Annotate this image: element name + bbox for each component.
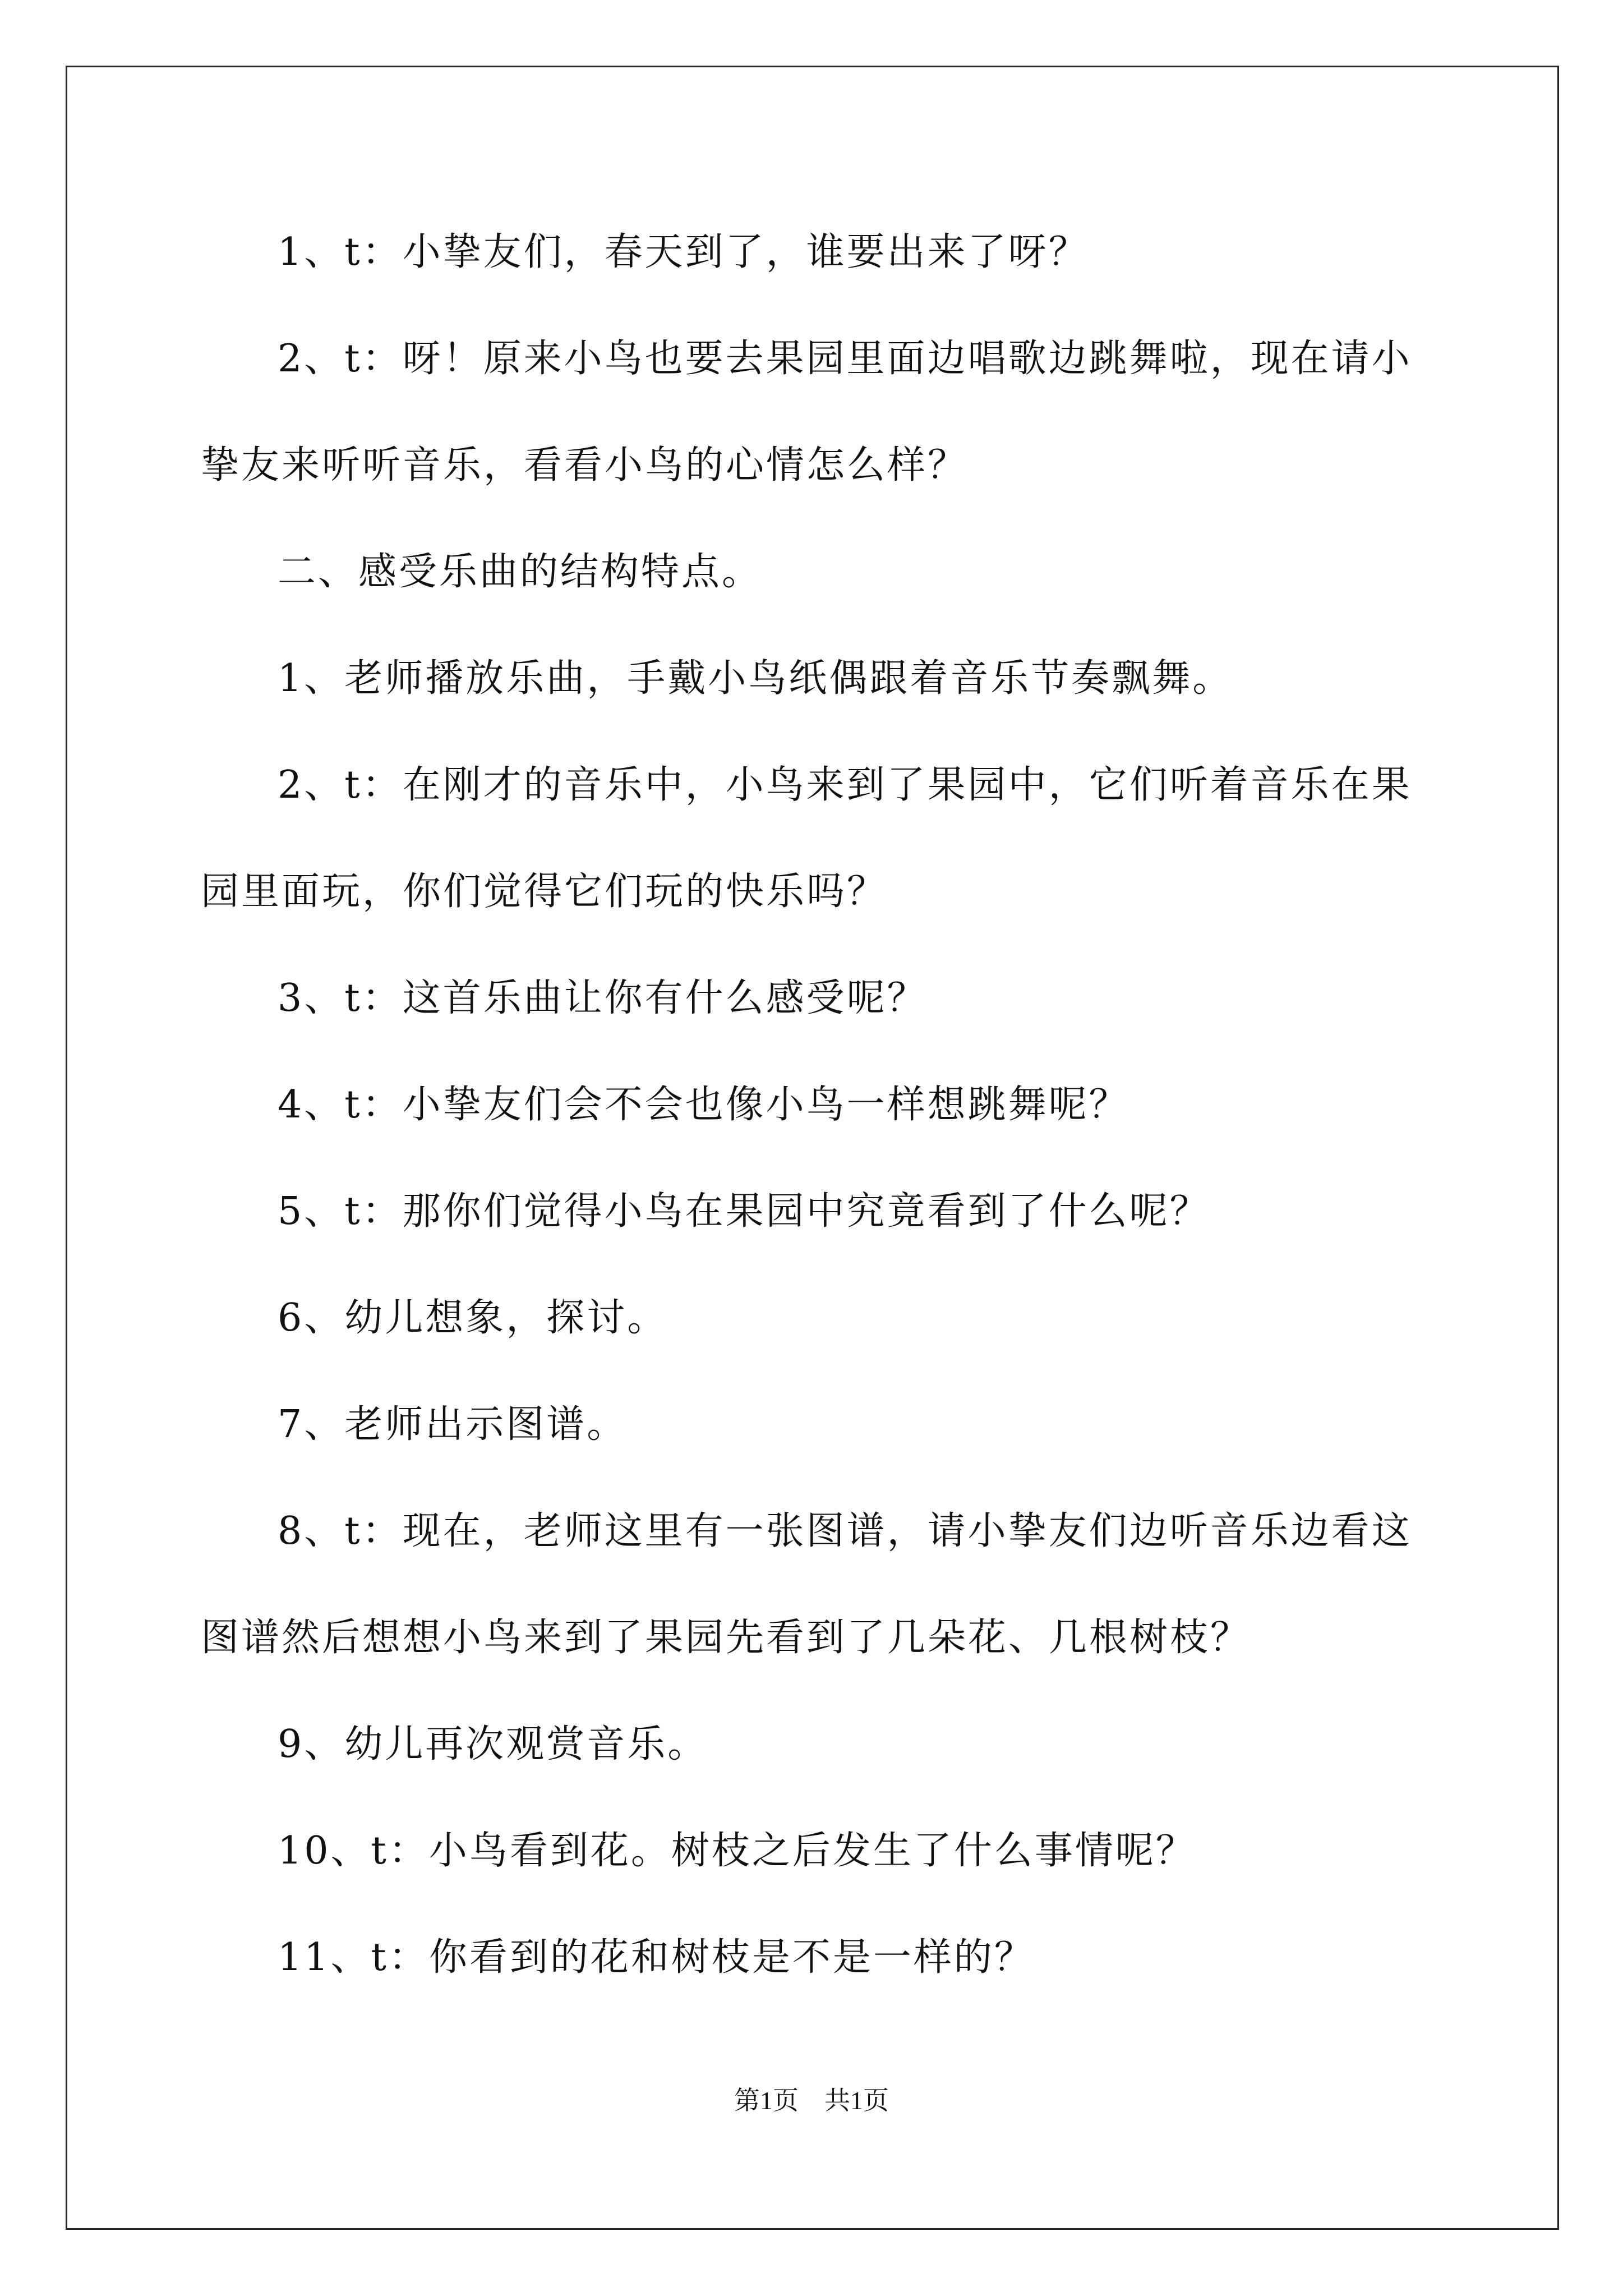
paragraph-4: 2、t：在刚才的音乐中，小鸟来到了果园中，它们听着音乐在果 — [278, 763, 1412, 807]
paragraph-11: 9、幼儿再次观赏音乐。 — [278, 1722, 708, 1766]
paragraph-3: 1、老师播放乐曲，手戴小鸟纸偶跟着音乐节奏飘舞。 — [278, 656, 1233, 701]
paragraph-13: 11、t：你看到的花和树枝是不是一样的？ — [278, 1935, 1035, 1980]
paragraph-5: 3、t：这首乐曲让你有什么感受呢？ — [278, 976, 928, 1020]
paragraph-2: 2、t：呀！原来小鸟也要去果园里面边唱歌边跳舞啦，现在请小 — [278, 337, 1412, 381]
paragraph-1: 1、t：小挚友们，春天到了，谁要出来了呀？ — [278, 230, 1089, 274]
paragraph-9: 7、老师出示图谱。 — [278, 1402, 628, 1447]
paragraph-6: 4、t：小挚友们会不会也像小鸟一样想跳舞呢？ — [278, 1083, 1129, 1127]
paragraph-12: 10、t：小鸟看到花。树枝之后发生了什么事情呢？ — [278, 1829, 1196, 1873]
paragraph-10-continued: 图谱然后想想小鸟来到了果园先看到了几朵花、几根树枝？ — [201, 1616, 1251, 1660]
section-heading: 二、感受乐曲的结构特点。 — [278, 550, 763, 594]
paragraph-2-continued: 挚友来听听音乐，看看小鸟的心情怎么样？ — [201, 443, 969, 487]
paragraph-10: 8、t：现在，老师这里有一张图谱，请小挚友们边听音乐边看这 — [278, 1509, 1412, 1553]
paragraph-8: 6、幼儿想象，探讨。 — [278, 1296, 668, 1340]
page-border — [66, 66, 1559, 2230]
page-footer: 第1页 共1页 — [734, 2086, 889, 2115]
paragraph-7: 5、t：那你们觉得小鸟在果园中究竟看到了什么呢？ — [278, 1189, 1210, 1234]
paragraph-4-continued: 园里面玩，你们觉得它们玩的快乐吗？ — [201, 869, 888, 914]
